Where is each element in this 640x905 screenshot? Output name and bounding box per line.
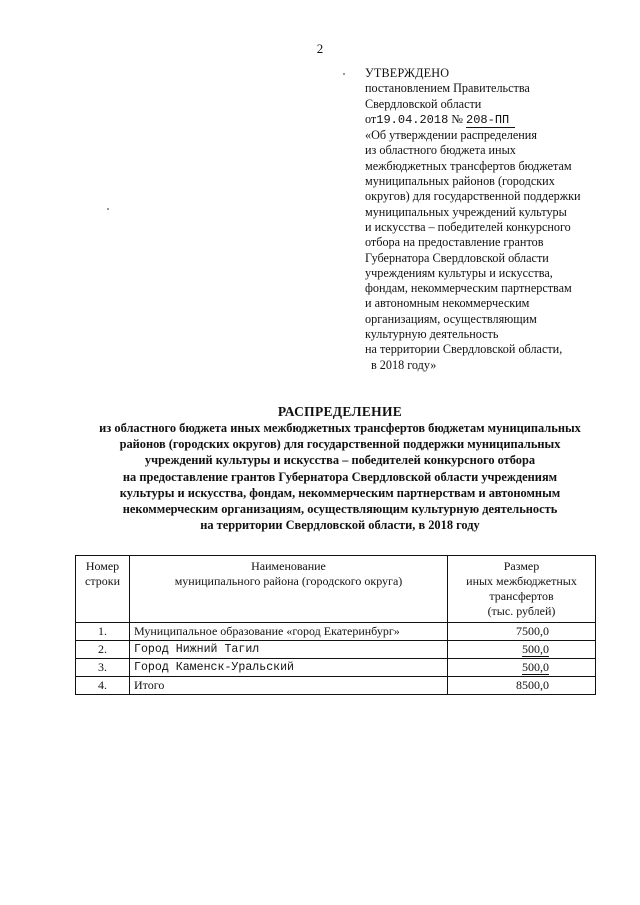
header-text: Размер bbox=[503, 559, 540, 573]
approval-line-1: постановлением Правительства bbox=[365, 81, 530, 96]
transfer-amount: 8500,0 bbox=[448, 677, 596, 695]
header-text: трансфертов bbox=[489, 589, 554, 603]
quote-line: отбора на предоставление грантов bbox=[365, 235, 544, 250]
amount-value: 500,0 bbox=[522, 642, 549, 656]
document-title: РАСПРЕДЕЛЕНИЕ bbox=[277, 404, 403, 419]
table-header-row bbox=[76, 556, 596, 623]
table-row bbox=[76, 677, 596, 695]
approval-block bbox=[365, 66, 625, 373]
quote-line: межбюджетных трансфертов бюджетам bbox=[365, 158, 572, 173]
quote-line: и искусства – победителей конкурсного bbox=[365, 219, 571, 234]
quote-line: округов) для государственной поддержки bbox=[365, 189, 581, 204]
resolution-date: 19.04.2018 bbox=[376, 112, 449, 127]
transfer-amount bbox=[448, 641, 596, 659]
date-prefix: от bbox=[365, 111, 377, 126]
quote-line: из областного бюджета иных bbox=[365, 143, 516, 158]
title-line: на предоставление грантов Губернатора Свердловской области учреждениям bbox=[122, 469, 558, 484]
title-line: учреждений культуры и искусства – победителей конкурсного отбора bbox=[144, 453, 536, 468]
approval-heading: УТВЕРЖДЕНО bbox=[365, 66, 450, 80]
municipality-name: Итого bbox=[130, 677, 448, 695]
header-text: Наименование bbox=[251, 559, 326, 573]
header-transfer-amount bbox=[448, 556, 596, 623]
title-line: из областного бюджета иных межбюджетных трансфертов бюджетам муниципальных bbox=[99, 421, 581, 435]
municipality-name: Муниципальное образование «город Екатеринбург» bbox=[130, 623, 448, 641]
row-number: 1. bbox=[76, 623, 130, 641]
table-row bbox=[76, 623, 596, 641]
title-line: культуры и искусства, фондам, некоммерческим партнерствам и автономным bbox=[119, 485, 561, 500]
approval-date-line bbox=[365, 112, 625, 128]
row-number: 3. bbox=[76, 659, 130, 677]
header-text: муниципального района (городского округа) bbox=[174, 574, 403, 588]
quote-line: на территории Свердловской области, bbox=[365, 342, 563, 357]
quote-line: муниципальных учреждений культуры bbox=[365, 204, 567, 219]
resolution-number: 208-ПП bbox=[466, 113, 515, 128]
table-row bbox=[76, 641, 596, 659]
header-text: Номер bbox=[85, 559, 120, 573]
scan-speck bbox=[107, 208, 109, 210]
title-line: некоммерческим организациям, осуществляющим культурную деятельность bbox=[122, 502, 558, 517]
row-number: 2. bbox=[76, 641, 130, 659]
transfer-amount: 7500,0 bbox=[448, 623, 596, 641]
quote-line: и автономным некоммерческим bbox=[365, 296, 530, 311]
scan-speck bbox=[343, 73, 345, 75]
municipality-name: Город Каменск-Уральский bbox=[130, 659, 448, 677]
header-row-number bbox=[76, 556, 130, 623]
quote-line: организациям, осуществляющим bbox=[365, 311, 537, 326]
distribution-table bbox=[75, 555, 596, 695]
approval-line-2: Свердловской области bbox=[365, 96, 482, 111]
quote-line: учреждениям культуры и искусства, bbox=[365, 265, 553, 280]
header-text: строки bbox=[85, 574, 120, 588]
municipality-name: Город Нижний Тагил bbox=[130, 641, 448, 659]
number-sign: № bbox=[451, 111, 463, 126]
title-line: на территории Свердловской области, в 2018 году bbox=[200, 518, 480, 533]
quote-line: муниципальных районов (городских bbox=[365, 174, 555, 189]
page-number: 2 bbox=[316, 41, 324, 56]
quote-line: «Об утверждении распределения bbox=[365, 128, 537, 143]
header-text: (тыс. рублей) bbox=[487, 604, 556, 618]
document-title-block bbox=[40, 404, 640, 533]
header-municipality-name bbox=[130, 556, 448, 623]
header-text: иных межбюджетных bbox=[466, 574, 577, 588]
amount-value: 500,0 bbox=[522, 660, 549, 674]
transfer-amount bbox=[448, 659, 596, 677]
quote-line: фондам, некоммерческим партнерствам bbox=[365, 281, 572, 296]
title-line: районов (городских округов) для государственной поддержки муниципальных bbox=[119, 437, 561, 452]
row-number: 4. bbox=[76, 677, 130, 695]
quote-line: культурную деятельность bbox=[365, 327, 499, 342]
table-row bbox=[76, 659, 596, 677]
quote-line: в 2018 году» bbox=[371, 357, 437, 372]
quote-line: Губернатора Свердловской области bbox=[365, 250, 549, 265]
